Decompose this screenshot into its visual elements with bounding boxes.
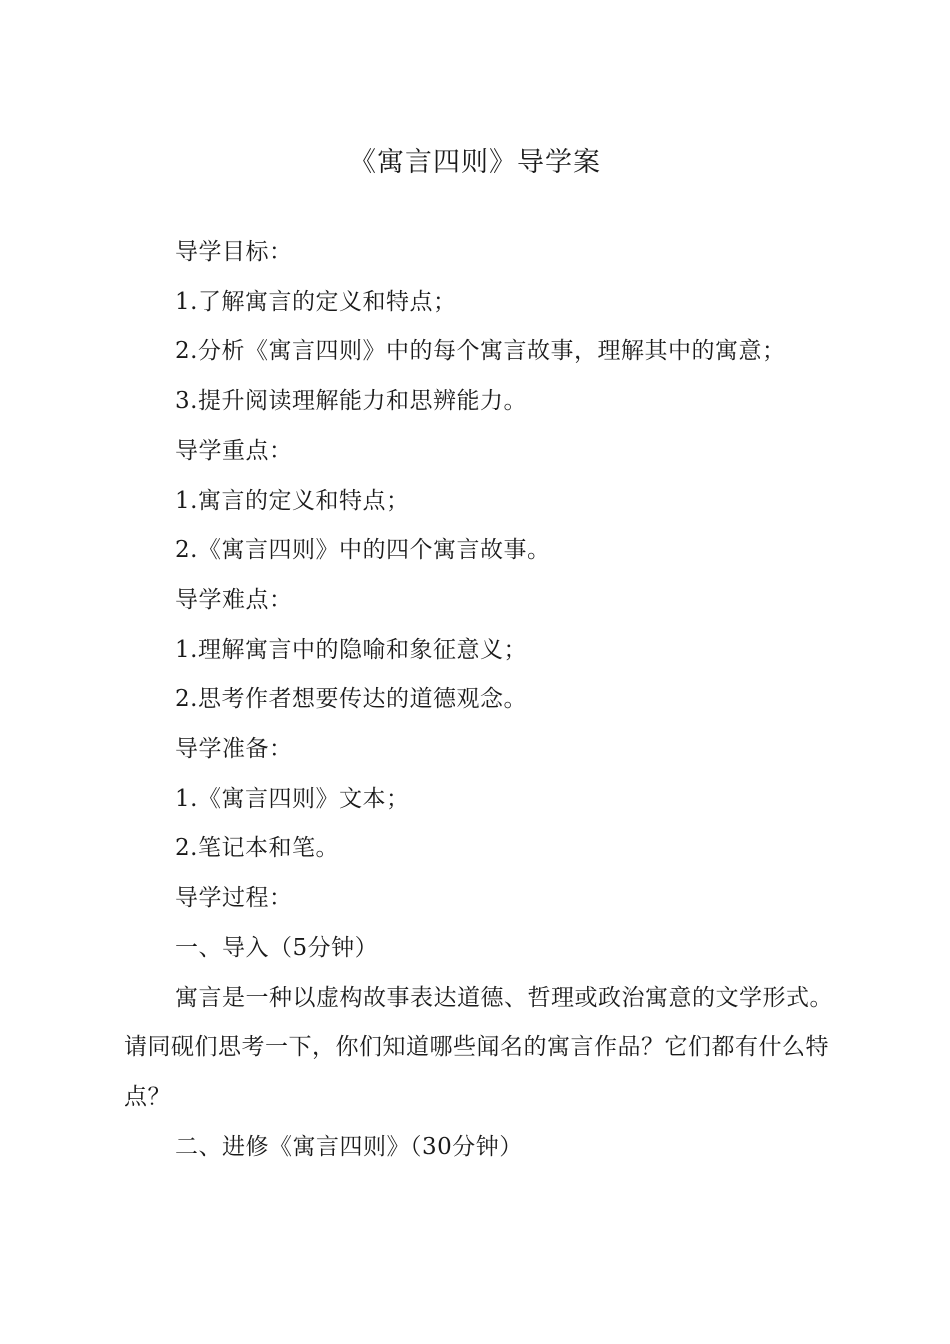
key-point-item: 2.《寓言四则》中的四个寓言故事。 [175,537,551,564]
process-heading: 导学过程： [175,885,293,912]
objectives-heading: 导学目标： [175,239,293,265]
key-points-heading: 导学重点： [175,437,293,464]
key-point-item: 1.寓言的定义和特点； [175,487,410,514]
difficulty-item: 2.思考作者想要传达的道德观念。 [175,686,527,713]
preparation-item: 1.《寓言四则》文本； [175,785,410,812]
preparation-heading: 导学准备： [175,736,293,763]
document-body [124,228,854,1172]
step2-heading: 二、进修《寓言四则》（30分钟） [175,1133,523,1160]
preparation-item: 2.笔记本和笔。 [175,835,339,862]
objective-item: 1.了解寓言的定义和特点； [175,288,457,315]
difficulties-heading: 导学难点： [175,586,293,613]
step1-paragraph: 寓言是一种以虚构故事表达道德、哲理或政治寓意的文学形式。请同砚们思考一下，你们知道哪些闻名的寓言作品？它们都有什么特点？ [124,984,833,1110]
difficulty-item: 1.理解寓言中的隐喻和象征意义； [175,636,527,663]
step1-heading: 一、导入（5分钟） [175,934,379,961]
document-title: 《寓言四则》导学案 [349,147,601,178]
objective-item: 2.分析《寓言四则》中的每个寓言故事，理解其中的寓意； [175,338,786,365]
objective-item: 3.提升阅读理解能力和思辨能力。 [175,388,527,415]
